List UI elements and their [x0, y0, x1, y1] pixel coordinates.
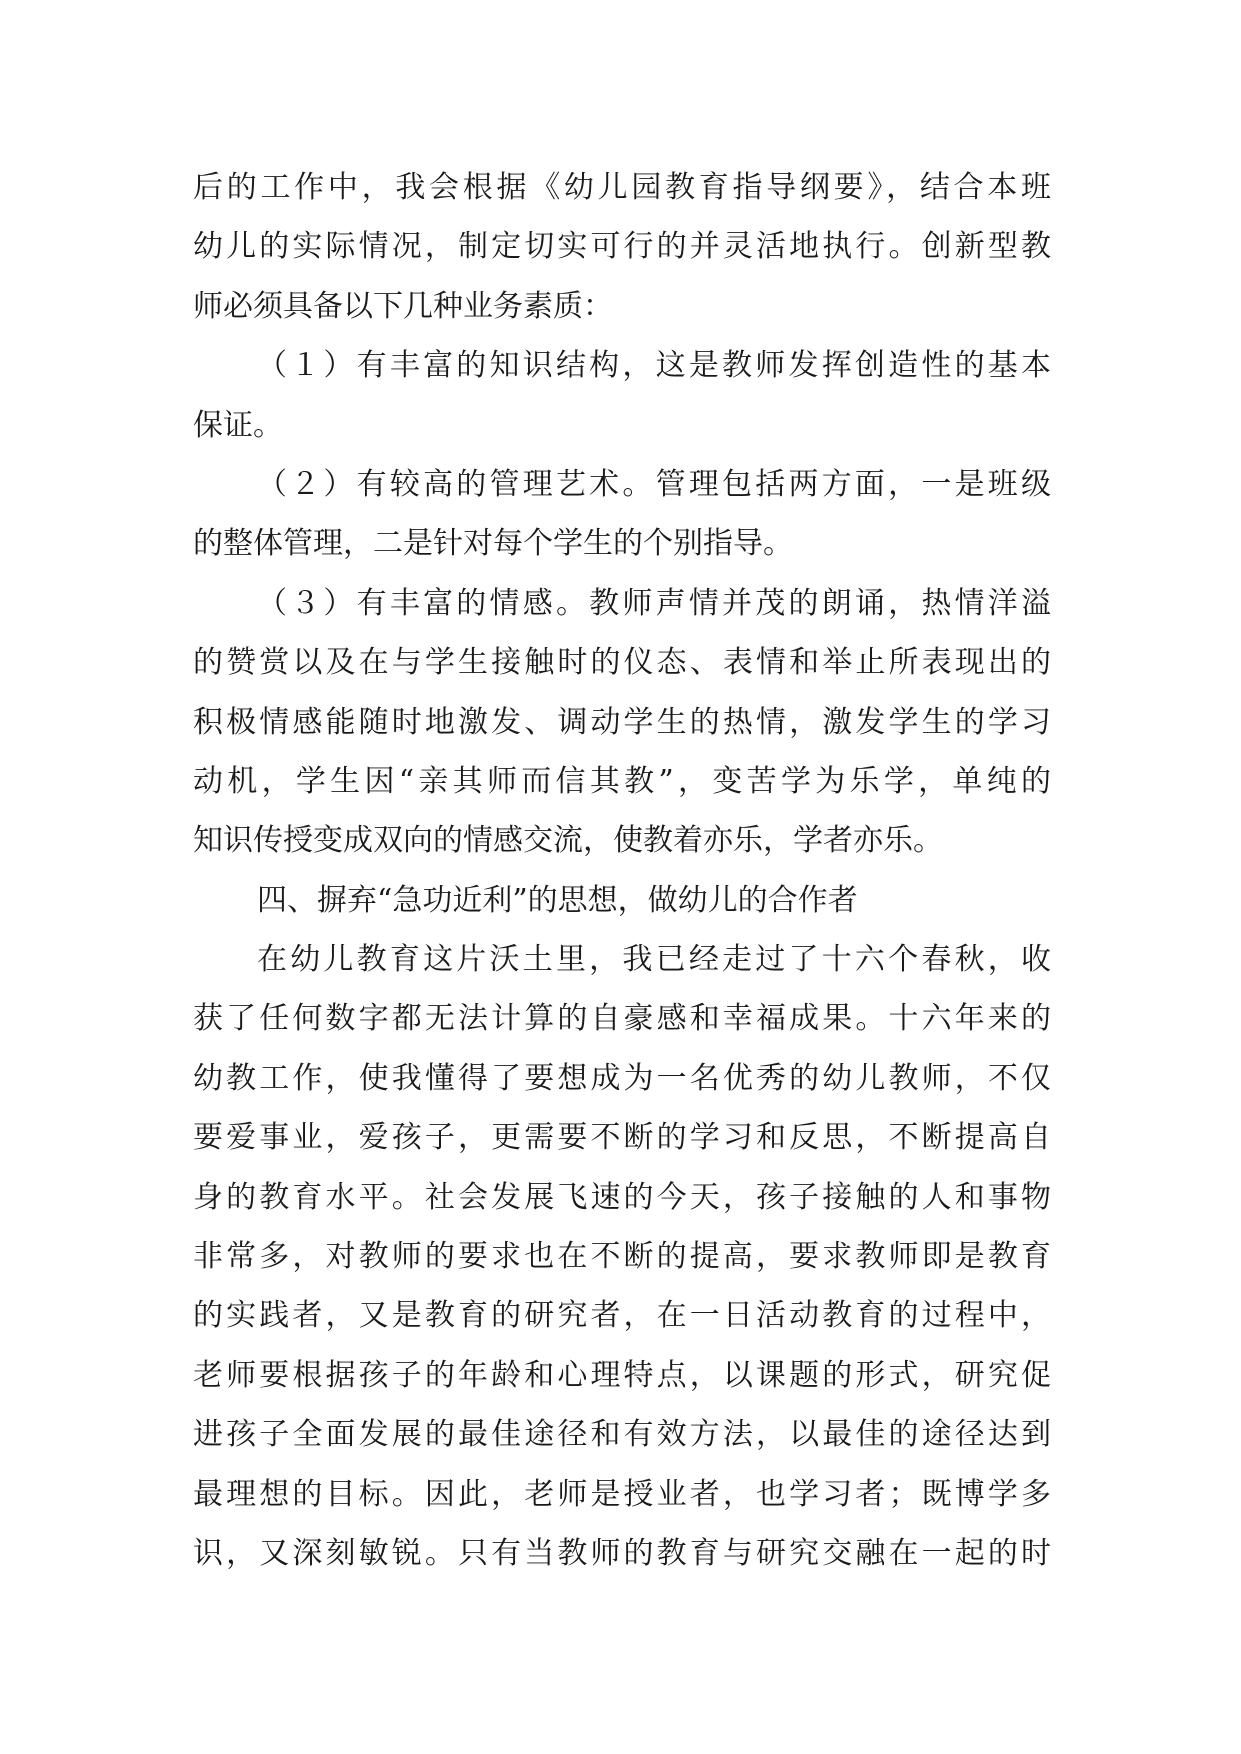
- section-heading: 四、摒弃“急功近利”的思想，做幼儿的合作者: [257, 882, 858, 918]
- text-line: 身的教育水平。社会发展飞速的今天，孩子接触的人和事物: [193, 1179, 1051, 1215]
- text-line: 老师要根据孩子的年龄和心理特点，以课题的形式，研究促: [193, 1357, 1051, 1393]
- text-line: （１）有丰富的知识结构，这是教师发挥创造性的基本: [257, 348, 1051, 384]
- text-line: 要爱事业，爱孩子，更需要不断的学习和反思，不断提高自: [193, 1120, 1051, 1156]
- text-line: 幼教工作，使我懂得了要想成为一名优秀的幼儿教师，不仅: [193, 1060, 1051, 1096]
- text-line: 知识传授变成双向的情感交流，使教着亦乐，学者亦乐。: [193, 823, 943, 859]
- text-line: （３）有丰富的情感。教师声情并茂的朗诵，热情洋溢: [257, 585, 1051, 621]
- text-line: 在幼儿教育这片沃土里，我已经走过了十六个春秋，收: [257, 942, 1051, 978]
- document-body: [193, 158, 1051, 1583]
- text-line: 幼儿的实际情况，制定切实可行的并灵活地执行。创新型教: [193, 229, 1051, 265]
- text-line: 进孩子全面发展的最佳途径和有效方法，以最佳的途径达到: [193, 1417, 1051, 1453]
- text-line: 的实践者，又是教育的研究者，在一日活动教育的过程中，: [193, 1298, 1051, 1334]
- text-line: 的赞赏以及在与学生接触时的仪态、表情和举止所表现出的: [193, 645, 1051, 681]
- text-line: 师必须具备以下几种业务素质：: [193, 288, 613, 324]
- text-line: 保证。: [193, 407, 283, 443]
- text-line: 的整体管理，二是针对每个学生的个别指导。: [193, 526, 793, 562]
- text-line: 最理想的目标。因此，老师是授业者，也学习者；既博学多: [193, 1476, 1051, 1512]
- text-line: 积极情感能随时地激发、调动学生的热情，激发学生的学习: [193, 704, 1051, 740]
- text-line: （２）有较高的管理艺术。管理包括两方面，一是班级: [257, 466, 1051, 502]
- text-line: 识，又深刻敏锐。只有当教师的教育与研究交融在一起的时: [193, 1535, 1051, 1571]
- text-line: 获了任何数字都无法计算的自豪感和幸福成果。十六年来的: [193, 1001, 1051, 1037]
- text-line: 非常多，对教师的要求也在不断的提高，要求教师即是教育: [193, 1239, 1051, 1275]
- text-line: 动机，学生因“亲其师而信其教”，变苦学为乐学，单纯的: [193, 763, 1051, 799]
- text-line: 后的工作中，我会根据《幼儿园教育指导纲要》，结合本班: [193, 170, 1051, 205]
